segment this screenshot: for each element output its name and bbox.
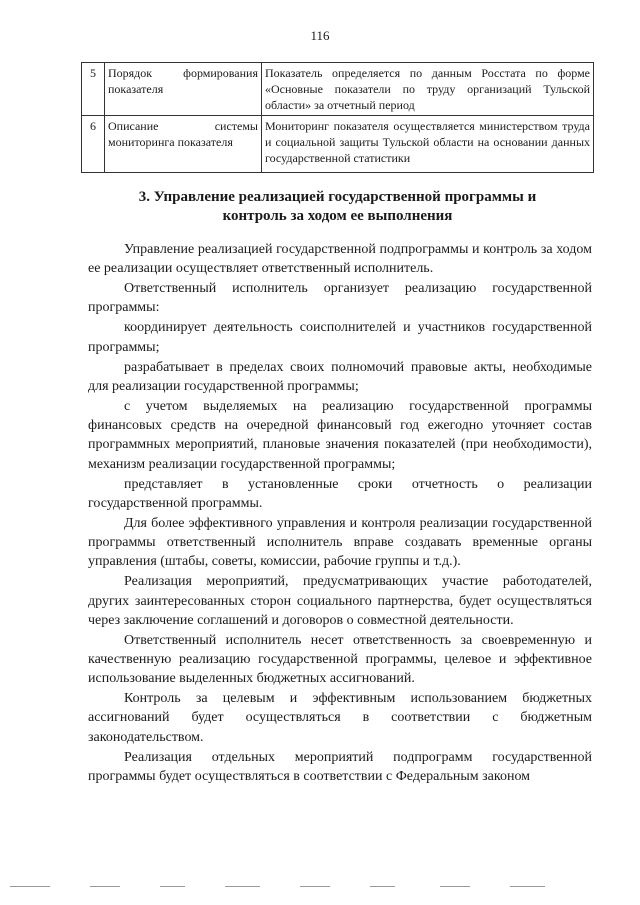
table-row (82, 63, 594, 116)
section-title (81, 188, 594, 226)
row-name-line: мониторинга показателя (108, 135, 233, 149)
scan-artifact (300, 886, 330, 887)
scan-artifact (370, 886, 395, 887)
paragraph: представляет в установленные сроки отчетность о реализации государственной программы. (88, 476, 592, 511)
row-description: Мониторинг показателя осуществляется министерством труда и социальной защиты Тульской области на основании данных государственной статистики (262, 116, 594, 173)
indicator-table (81, 62, 594, 173)
section-title-line: контроль за ходом ее выполнения (222, 208, 453, 224)
scan-artifact (510, 886, 545, 887)
paragraph: Ответственный исполнитель организует реализацию государственной программы: (88, 281, 592, 316)
scan-artifact (160, 886, 185, 887)
paragraph: разрабатывает в пределах своих полномочий правовые акты, необходимые для реализации государственной программы; (88, 359, 592, 394)
paragraph: Управление реализацией государственной подпрограммы и контроль за ходом ее реализации осуществляет ответственный исполнитель. (88, 242, 592, 277)
page-number: 116 (310, 28, 330, 43)
scan-artifact (90, 886, 120, 887)
section-title-line: 3. Управление реализацией государственной программы и (138, 189, 537, 205)
row-number: 5 (82, 63, 105, 116)
paragraph: Реализация отдельных мероприятий подпрограмм государственной программы будет осуществляться в соответствии с Федеральным законом (88, 749, 592, 784)
row-name-line: Порядок формирования (108, 66, 258, 80)
paragraph: с учетом выделяемых на реализацию государственной программы финансовых средств на очередной финансовый год ежегодно уточняет состав программных мероприятий, плановые значения показателей (при необходимости), механизм реализации государственной программы; (88, 398, 592, 472)
row-name (105, 116, 262, 173)
scan-artifact (440, 886, 470, 887)
paragraph: координирует деятельность соисполнителей и участников государственной программы; (88, 320, 592, 355)
paragraph: Контроль за целевым и эффективным использованием бюджетных ассигнований будет осуществляться в соответствии с бюджетным законодательством. (88, 691, 592, 745)
body-text (88, 240, 592, 787)
row-description: Показатель определяется по данным Росстата по форме «Основные показатели по труду организаций Тульской области» за отчетный период (262, 63, 594, 116)
row-name-line: Описание системы (108, 119, 258, 133)
row-number: 6 (82, 116, 105, 173)
paragraph: Ответственный исполнитель несет ответственность за своевременную и качественную реализацию государственной программы, целевое и эффективное использование выделенных бюджетных ассигнований. (88, 632, 592, 687)
row-name-line: показателя (108, 82, 164, 96)
table-row (82, 116, 594, 173)
scan-artifact (225, 886, 260, 887)
paragraph: Реализация мероприятий, предусматривающих участие работодателей, других заинтересованных сторон социального партнерства, будет осуществляться через заключение соглашений и договоров о совместной деятельности. (88, 574, 592, 628)
scan-artifact (10, 886, 50, 887)
row-name (105, 63, 262, 116)
paragraph: Для более эффективного управления и контроля реализации государственной программы ответственный исполнитель вправе создавать временные органы управления (штабы, советы, комиссии, рабочие группы и т.д.). (88, 515, 592, 570)
